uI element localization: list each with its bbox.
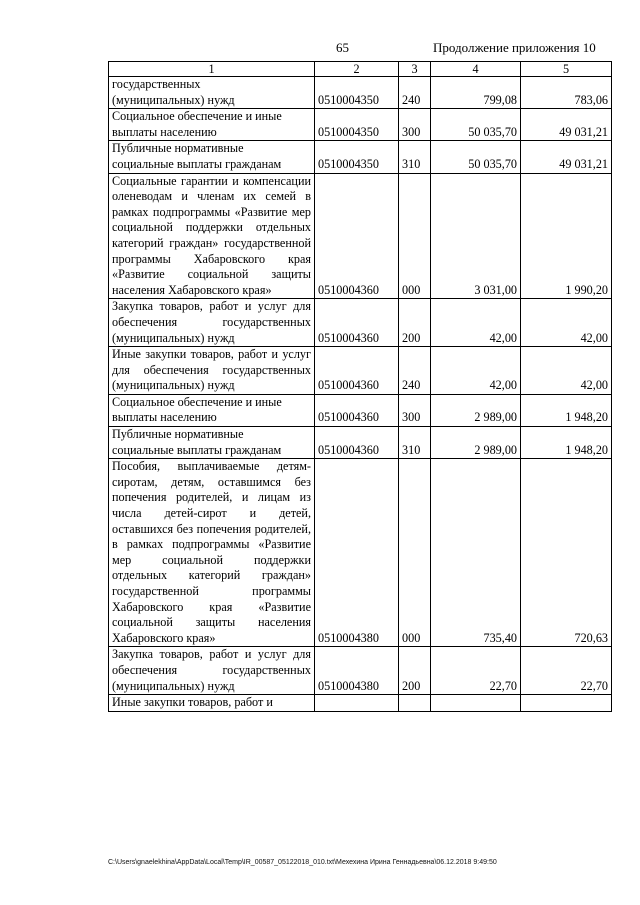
page-number: 65	[336, 40, 349, 55]
table-row	[109, 394, 612, 426]
table-row	[109, 141, 612, 173]
amount-col4-cell: 42,00	[431, 299, 521, 347]
target-article-cell: 0510004350	[315, 141, 399, 173]
amount-col5-cell: 49 031,21	[521, 141, 612, 173]
amount-col4-cell: 2 989,00	[431, 394, 521, 426]
row-name-cell: Закупка товаров, работ и услуг для обеспечения государственных (муниципальных) нужд	[109, 299, 315, 347]
table-row	[109, 347, 612, 395]
row-name-cell: Социальные гарантии и компенсации оленеводам и членам их семей в рамках подпрограммы «Развитие мер социальной поддержки отдельных категорий граждан» государственной программы Хабаровского края «Развитие социальной защиты населения Хабаровского края»	[109, 173, 315, 299]
table-row	[109, 427, 612, 459]
expense-type-cell: 200	[399, 299, 431, 347]
target-article-cell: 0510004380	[315, 459, 399, 647]
column-number-row	[109, 62, 612, 77]
row-name-cell: Иные закупки товаров, работ и услуг для обеспечения государственных (муниципальных) нужд	[109, 347, 315, 395]
target-article-cell: 0510004350	[315, 109, 399, 141]
expense-type-cell: 000	[399, 173, 431, 299]
target-article-cell: 0510004350	[315, 77, 399, 109]
amount-col5-cell: 783,06	[521, 77, 612, 109]
expense-type-cell	[399, 695, 431, 712]
amount-col4-cell	[431, 695, 521, 712]
row-name-cell: Публичные нормативные социальные выплаты гражданам	[109, 427, 315, 459]
column-header: 1	[109, 62, 315, 77]
row-name-cell: Публичные нормативные социальные выплаты гражданам	[109, 141, 315, 173]
row-name-cell: Пособия, выплачиваемые детям-сиротам, детям, оставшимся без попечения родителей, и лицам из числа детей-сирот и детей, оставшихся без попечения родителей, в рамках подпрограммы «Развитие мер социальной поддержки отдельных категорий граждан» государственной программы Хабаровского края «Развитие социальной защиты населения Хабаровского края»	[109, 459, 315, 647]
target-article-cell: 0510004360	[315, 173, 399, 299]
expense-type-cell: 200	[399, 647, 431, 695]
amount-col5-cell: 42,00	[521, 347, 612, 395]
table-row	[109, 299, 612, 347]
amount-col4-cell: 50 035,70	[431, 141, 521, 173]
amount-col4-cell: 2 989,00	[431, 427, 521, 459]
amount-col5-cell: 49 031,21	[521, 109, 612, 141]
target-article-cell: 0510004360	[315, 299, 399, 347]
amount-col4-cell: 42,00	[431, 347, 521, 395]
expense-type-cell: 300	[399, 109, 431, 141]
appendix-continuation-title: Продолжение приложения 10	[433, 40, 596, 55]
amount-col4-cell: 50 035,70	[431, 109, 521, 141]
budget-table	[108, 61, 612, 712]
row-name-cell: Социальное обеспечение и иные выплаты населению	[109, 109, 315, 141]
column-header: 5	[521, 62, 612, 77]
amount-col4-cell: 22,70	[431, 647, 521, 695]
table-row	[109, 647, 612, 695]
expense-type-cell: 240	[399, 347, 431, 395]
amount-col5-cell: 1 948,20	[521, 427, 612, 459]
amount-col5-cell: 22,70	[521, 647, 612, 695]
target-article-cell: 0510004380	[315, 647, 399, 695]
expense-type-cell: 240	[399, 77, 431, 109]
amount-col4-cell: 3 031,00	[431, 173, 521, 299]
target-article-cell: 0510004360	[315, 347, 399, 395]
table-row	[109, 109, 612, 141]
amount-col5-cell: 720,63	[521, 459, 612, 647]
amount-col4-cell: 735,40	[431, 459, 521, 647]
row-name-cell: Социальное обеспечение и иные выплаты населению	[109, 394, 315, 426]
table-row-continued	[109, 695, 612, 712]
amount-col4-cell: 799,08	[431, 77, 521, 109]
table-row	[109, 173, 612, 299]
target-article-cell: 0510004360	[315, 394, 399, 426]
row-name-cell: государственных (муниципальных) нужд	[109, 77, 315, 109]
amount-col5-cell: 42,00	[521, 299, 612, 347]
target-article-cell	[315, 695, 399, 712]
amount-col5-cell: 1 948,20	[521, 394, 612, 426]
expense-type-cell: 300	[399, 394, 431, 426]
amount-col5-cell: 1 990,20	[521, 173, 612, 299]
table-row	[109, 459, 612, 647]
file-path-footer: C:\Users\gnaelekhina\AppData\Local\Temp\IR_00587_05122018_010.txt\Мехехина Ирина Геннадьевна\06.12.2018 9:49:50	[108, 859, 497, 866]
expense-type-cell: 310	[399, 141, 431, 173]
column-header: 3	[399, 62, 431, 77]
column-header: 2	[315, 62, 399, 77]
expense-type-cell: 310	[399, 427, 431, 459]
target-article-cell: 0510004360	[315, 427, 399, 459]
column-header: 4	[431, 62, 521, 77]
table-row	[109, 77, 612, 109]
expense-type-cell: 000	[399, 459, 431, 647]
row-name-cell: Иные закупки товаров, работ и	[109, 695, 315, 712]
amount-col5-cell	[521, 695, 612, 712]
row-name-cell: Закупка товаров, работ и услуг для обеспечения государственных (муниципальных) нужд	[109, 647, 315, 695]
